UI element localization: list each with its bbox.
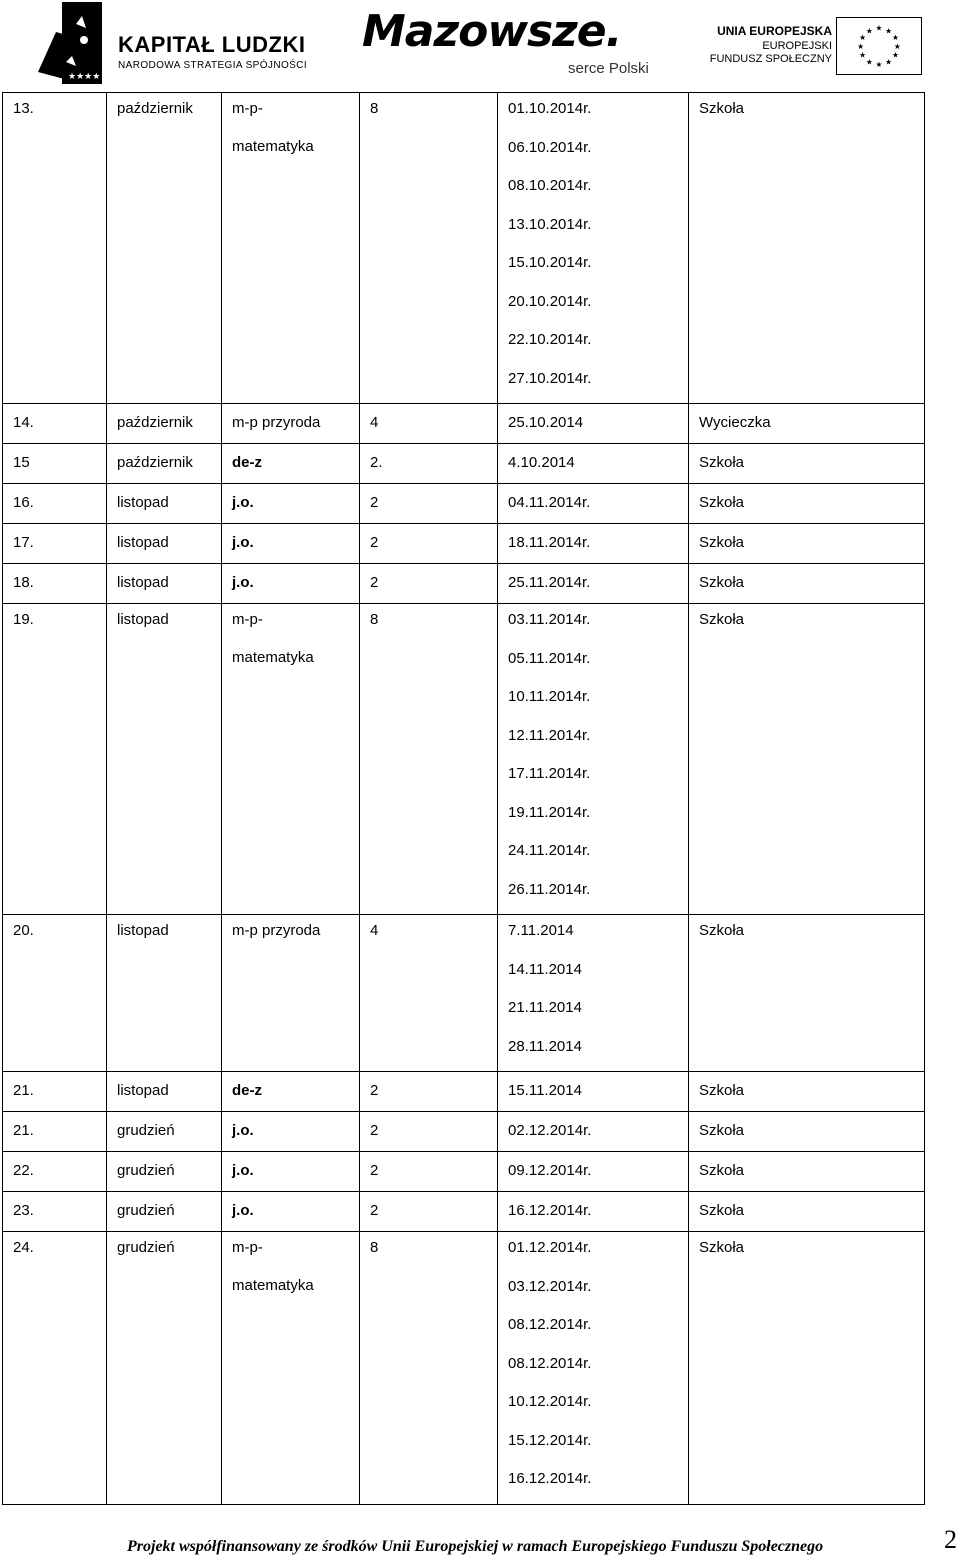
cell-subject: [222, 604, 360, 915]
row-date: 27.10.2014r.: [508, 369, 592, 387]
cell-subject: [222, 1152, 360, 1192]
cell-hours: [360, 1112, 498, 1152]
cell-month: [107, 93, 222, 404]
row-hours: 2: [370, 1082, 379, 1099]
row-date: 28.11.2014: [508, 1037, 582, 1055]
row-subject: m-p-: [232, 100, 263, 117]
row-date: 19.11.2014r.: [508, 803, 591, 821]
row-date: 18.11.2014r.: [508, 534, 591, 551]
table-row: [3, 1112, 925, 1152]
footer-text: Projekt współfinansowany ze środków Unii Europejskiej w ramach Europejskiego Funduszu Społecznego: [127, 1538, 824, 1555]
row-date: 14.11.2014: [508, 960, 582, 978]
page-number: 2: [944, 1525, 957, 1554]
table-row: [3, 1072, 925, 1112]
row-place: Wycieczka: [699, 414, 771, 431]
row-date: 15.11.2014: [508, 1082, 582, 1099]
row-place: Szkoła: [699, 1082, 745, 1099]
mazowsze-logo: [362, 6, 662, 82]
row-subject: j.o.: [232, 534, 254, 551]
row-place: Szkoła: [699, 1202, 745, 1219]
row-date: 09.12.2014r.: [508, 1162, 592, 1179]
cell-month: [107, 524, 222, 564]
cell-hours: [360, 93, 498, 404]
cell-subject: [222, 1192, 360, 1232]
cell-subject: [222, 444, 360, 484]
row-subject: m-p-: [232, 1239, 263, 1256]
cell-hours: [360, 1192, 498, 1232]
row-date: 03.11.2014r.: [508, 611, 591, 628]
row-place: Szkoła: [699, 1162, 745, 1179]
row-number: 24.: [13, 1239, 34, 1256]
row-place: Szkoła: [699, 1122, 745, 1139]
cell-dates: [498, 1112, 689, 1152]
mazowsze-subtitle: serce Polski: [568, 60, 649, 77]
row-date: 04.11.2014r.: [508, 494, 591, 511]
cell-hours: [360, 484, 498, 524]
page-header: [0, 0, 960, 90]
cell-place: [689, 404, 925, 444]
table-row: [3, 404, 925, 444]
row-month: grudzień: [117, 1122, 175, 1139]
row-date: 16.12.2014r.: [508, 1202, 592, 1219]
cell-number: [3, 1112, 107, 1152]
svg-text:★: ★: [857, 41, 865, 51]
row-date: 01.12.2014r.: [508, 1239, 592, 1256]
table-row: [3, 524, 925, 564]
cell-number: [3, 1072, 107, 1112]
cell-month: [107, 1072, 222, 1112]
row-hours: 2: [370, 534, 379, 551]
cell-dates: [498, 604, 689, 915]
row-place: Szkoła: [699, 494, 745, 511]
cell-place: [689, 524, 925, 564]
row-date: 15.10.2014r.: [508, 254, 592, 271]
cell-hours: [360, 1232, 498, 1505]
cell-month: [107, 404, 222, 444]
row-subject: matematyka: [232, 648, 314, 666]
row-subject: matematyka: [232, 137, 314, 155]
row-date: 01.10.2014r.: [508, 100, 592, 117]
row-date: 10.12.2014r.: [508, 1393, 592, 1410]
row-number: 22.: [13, 1162, 34, 1179]
svg-text:★: ★: [859, 50, 867, 60]
cell-dates: [498, 915, 689, 1072]
row-subject: de-z: [232, 454, 262, 471]
cell-month: [107, 444, 222, 484]
row-date: 08.10.2014r.: [508, 177, 592, 194]
cell-subject: [222, 524, 360, 564]
row-date: 4.10.2014: [508, 454, 575, 471]
cell-dates: [498, 404, 689, 444]
row-date: 26.11.2014r.: [508, 880, 591, 898]
row-subject: m-p przyroda: [232, 922, 321, 939]
cell-hours: [360, 404, 498, 444]
row-number: 20.: [13, 922, 34, 939]
table-row: [3, 915, 925, 1072]
eu-line-3: FUNDUSZ SPOŁECZNY: [709, 53, 832, 65]
row-place: Szkoła: [699, 611, 745, 628]
cell-number: [3, 484, 107, 524]
cell-subject: [222, 484, 360, 524]
cell-place: [689, 564, 925, 604]
schedule-table-body: [3, 93, 925, 1505]
cell-number: [3, 404, 107, 444]
row-date: 08.12.2014r.: [508, 1316, 592, 1333]
row-date: 24.11.2014r.: [508, 842, 591, 859]
cell-subject: [222, 1072, 360, 1112]
row-place: Szkoła: [699, 100, 745, 117]
row-date: 20.10.2014r.: [508, 292, 592, 310]
cell-number: [3, 564, 107, 604]
cell-hours: [360, 604, 498, 915]
cell-number: [3, 915, 107, 1072]
svg-text:★★★★: ★★★★: [68, 72, 101, 82]
row-subject: m-p-: [232, 611, 263, 628]
cell-number: [3, 1192, 107, 1232]
row-number: 13.: [13, 100, 34, 117]
row-date: 13.10.2014r.: [508, 215, 592, 233]
eu-logo-text: [706, 24, 832, 65]
row-hours: 8: [370, 1239, 379, 1256]
cell-month: [107, 1232, 222, 1505]
row-subject: m-p przyroda: [232, 414, 321, 431]
cell-dates: [498, 564, 689, 604]
table-row: [3, 1152, 925, 1192]
cell-hours: [360, 915, 498, 1072]
mazowsze-title: Mazowsze.: [362, 6, 622, 57]
cell-number: [3, 1232, 107, 1505]
kapital-ludzki-logo: [32, 2, 332, 86]
cell-subject: [222, 93, 360, 404]
row-place: Szkoła: [699, 1239, 745, 1256]
row-hours: 2: [370, 1162, 379, 1179]
svg-text:★: ★: [875, 23, 883, 33]
row-hours: 2.: [370, 454, 383, 471]
cell-place: [689, 1232, 925, 1505]
row-number: 19.: [13, 611, 34, 628]
row-month: listopad: [117, 494, 169, 511]
row-date: 7.11.2014: [508, 922, 574, 939]
cell-hours: [360, 444, 498, 484]
cell-dates: [498, 93, 689, 404]
cell-number: [3, 524, 107, 564]
cell-place: [689, 1152, 925, 1192]
row-subject: de-z: [232, 1082, 262, 1099]
cell-subject: [222, 1112, 360, 1152]
row-hours: 2: [370, 574, 379, 591]
cell-dates: [498, 1072, 689, 1112]
cell-dates: [498, 1232, 689, 1505]
kapital-ludzki-title: KAPITAŁ LUDZKI: [118, 32, 306, 57]
row-number: 21.: [13, 1122, 34, 1139]
table-row: [3, 604, 925, 915]
row-place: Szkoła: [699, 454, 745, 471]
cell-month: [107, 1192, 222, 1232]
cell-place: [689, 93, 925, 404]
row-subject: matematyka: [232, 1276, 314, 1294]
cell-subject: [222, 564, 360, 604]
cell-dates: [498, 1152, 689, 1192]
cell-hours: [360, 524, 498, 564]
row-month: grudzień: [117, 1162, 175, 1179]
cell-number: [3, 444, 107, 484]
svg-text:★: ★: [865, 26, 873, 36]
cell-place: [689, 484, 925, 524]
cell-place: [689, 604, 925, 915]
cell-dates: [498, 1192, 689, 1232]
row-month: listopad: [117, 1082, 169, 1099]
row-hours: 8: [370, 100, 379, 117]
row-hours: 2: [370, 494, 379, 511]
row-number: 15: [13, 454, 30, 471]
row-number: 18.: [13, 574, 34, 591]
row-month: listopad: [117, 922, 169, 939]
row-subject: j.o.: [232, 574, 254, 591]
row-hours: 4: [370, 414, 379, 431]
cell-hours: [360, 564, 498, 604]
row-number: 23.: [13, 1202, 34, 1219]
row-hours: 2: [370, 1122, 379, 1139]
row-month: grudzień: [117, 1202, 175, 1219]
row-month: listopad: [117, 574, 169, 591]
svg-text:★: ★: [875, 60, 883, 70]
cell-place: [689, 915, 925, 1072]
cell-number: [3, 1152, 107, 1192]
cell-dates: [498, 524, 689, 564]
svg-text:★: ★: [885, 26, 893, 36]
row-number: 17.: [13, 534, 34, 551]
row-subject: j.o.: [232, 1162, 254, 1179]
cell-place: [689, 444, 925, 484]
row-month: grudzień: [117, 1239, 175, 1256]
row-number: 21.: [13, 1082, 34, 1099]
table-row: [3, 1192, 925, 1232]
page-footer: [0, 1525, 960, 1559]
row-date: 25.10.2014: [508, 414, 584, 431]
svg-text:★: ★: [891, 33, 899, 43]
cell-hours: [360, 1072, 498, 1112]
row-month: październik: [117, 414, 193, 431]
cell-dates: [498, 484, 689, 524]
row-hours: 8: [370, 611, 379, 628]
table-row: [3, 484, 925, 524]
row-place: Szkoła: [699, 574, 745, 591]
row-subject: j.o.: [232, 494, 254, 511]
row-date: 02.12.2014r.: [508, 1122, 592, 1139]
schedule-table: [2, 92, 925, 1505]
cell-subject: [222, 1232, 360, 1505]
cell-place: [689, 1112, 925, 1152]
row-month: październik: [117, 100, 193, 117]
row-month: listopad: [117, 611, 169, 628]
svg-text:★: ★: [859, 33, 867, 43]
row-place: Szkoła: [699, 534, 745, 551]
eu-line-1: UNIA EUROPEJSKA: [717, 24, 832, 38]
eu-flag-icon: [836, 17, 922, 75]
cell-number: [3, 93, 107, 404]
row-date: 06.10.2014r.: [508, 138, 592, 156]
svg-text:★: ★: [891, 50, 899, 60]
cell-month: [107, 1152, 222, 1192]
kapital-ludzki-star-icon: [32, 2, 102, 84]
row-number: 14.: [13, 414, 34, 431]
svg-text:★: ★: [893, 41, 901, 51]
cell-place: [689, 1072, 925, 1112]
row-number: 16.: [13, 494, 34, 511]
cell-month: [107, 604, 222, 915]
table-row: [3, 1232, 925, 1505]
row-date: 22.10.2014r.: [508, 331, 592, 348]
svg-text:★: ★: [885, 57, 893, 67]
table-row: [3, 93, 925, 404]
row-month: listopad: [117, 534, 169, 551]
row-date: 05.11.2014r.: [508, 649, 591, 667]
eu-line-2: EUROPEJSKI: [762, 40, 832, 52]
row-place: Szkoła: [699, 922, 745, 939]
cell-month: [107, 564, 222, 604]
row-date: 03.12.2014r.: [508, 1277, 592, 1295]
row-date: 10.11.2014r.: [508, 688, 591, 705]
row-date: 12.11.2014r.: [508, 726, 591, 744]
cell-subject: [222, 915, 360, 1072]
cell-hours: [360, 1152, 498, 1192]
row-hours: 2: [370, 1202, 379, 1219]
svg-text:★: ★: [865, 57, 873, 67]
cell-number: [3, 604, 107, 915]
row-hours: 4: [370, 922, 379, 939]
row-date: 15.12.2014r.: [508, 1431, 592, 1449]
cell-place: [689, 1192, 925, 1232]
row-subject: j.o.: [232, 1202, 254, 1219]
cell-subject: [222, 404, 360, 444]
cell-month: [107, 915, 222, 1072]
table-row: [3, 564, 925, 604]
row-month: październik: [117, 454, 193, 471]
row-date: 08.12.2014r.: [508, 1354, 592, 1372]
cell-month: [107, 1112, 222, 1152]
table-row: [3, 444, 925, 484]
row-subject: j.o.: [232, 1122, 254, 1139]
row-date: 16.12.2014r.: [508, 1470, 592, 1487]
cell-dates: [498, 444, 689, 484]
row-date: 25.11.2014r.: [508, 574, 591, 591]
kapital-ludzki-subtitle: NARODOWA STRATEGIA SPÓJNOŚCI: [118, 60, 308, 71]
cell-month: [107, 484, 222, 524]
row-date: 17.11.2014r.: [508, 765, 591, 782]
row-date: 21.11.2014: [508, 999, 582, 1016]
